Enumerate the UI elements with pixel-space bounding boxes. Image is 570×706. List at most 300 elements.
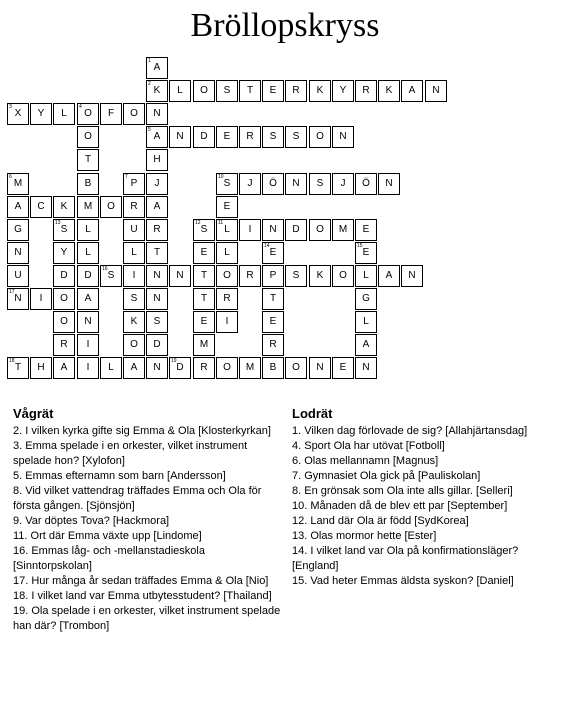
- cell-letter: J: [154, 178, 160, 189]
- clue-number: 10: [218, 174, 224, 180]
- cell-letter: J: [247, 178, 253, 189]
- cell-letter: N: [408, 270, 416, 281]
- cell-letter: D: [60, 270, 68, 281]
- cell-letter: A: [84, 293, 92, 304]
- clue-number: 4: [79, 104, 82, 110]
- grid-cell[interactable]: [7, 173, 29, 195]
- grid-cell[interactable]: [309, 265, 331, 287]
- grid-cell[interactable]: [123, 334, 145, 356]
- grid-cell[interactable]: [193, 265, 215, 287]
- cell-letter: L: [85, 224, 91, 235]
- cell-letter: D: [176, 362, 184, 373]
- across-clue-list: [13, 424, 281, 634]
- down-clue: 10. Månaden då de blev ett par [September]: [292, 500, 508, 512]
- cell-letter: T: [84, 154, 92, 165]
- cell-letter: L: [177, 85, 183, 96]
- cell-letter: R: [269, 339, 277, 350]
- grid-cell[interactable]: [77, 219, 99, 241]
- cell-letter: B: [269, 362, 277, 373]
- cell-letter: S: [316, 178, 324, 189]
- grid-cell[interactable]: [30, 103, 52, 125]
- clue-number: 5: [148, 127, 151, 133]
- cell-letter: E: [362, 224, 370, 235]
- cell-letter: N: [153, 362, 161, 373]
- puzzle-title: Bröllopskryss: [190, 7, 380, 44]
- grid-cell[interactable]: [332, 265, 354, 287]
- down-clue: 8. En grönsak som Ola inte alls gillar. [Selleri]: [292, 485, 513, 497]
- grid-cell[interactable]: [216, 219, 238, 241]
- cell-letter: I: [86, 362, 90, 373]
- across-clue: 5. Emmas efternamn som barn [Andersson]: [13, 470, 226, 482]
- grid-cell[interactable]: [146, 103, 168, 125]
- grid-cell[interactable]: [239, 265, 261, 287]
- grid-cell[interactable]: [355, 334, 377, 356]
- cell-letter: T: [246, 85, 254, 96]
- cell-letter: S: [292, 270, 300, 281]
- grid-cell[interactable]: [262, 219, 284, 241]
- cell-letter: D: [200, 131, 208, 142]
- grid-cell[interactable]: [30, 288, 52, 310]
- cell-letter: T: [269, 293, 277, 304]
- grid-cell[interactable]: [53, 219, 75, 241]
- cell-letter: O: [316, 131, 324, 142]
- grid-cell[interactable]: [262, 334, 284, 356]
- cell-letter: K: [316, 85, 324, 96]
- grid-cell[interactable]: [262, 173, 284, 195]
- grid-cell[interactable]: [53, 288, 75, 310]
- grid-cell[interactable]: [285, 173, 307, 195]
- cell-letter: O: [200, 85, 208, 96]
- grid-cell[interactable]: [262, 242, 284, 264]
- grid-cell[interactable]: [146, 242, 168, 264]
- cell-letter: N: [14, 247, 22, 258]
- cell-letter: U: [130, 224, 138, 235]
- cell-letter: N: [153, 270, 161, 281]
- cell-letter: L: [131, 247, 137, 258]
- grid-cell[interactable]: [332, 357, 354, 379]
- cell-letter: M: [245, 362, 255, 373]
- clue-number: 15: [357, 243, 363, 249]
- cell-letter: S: [292, 131, 300, 142]
- grid-cell[interactable]: [309, 173, 331, 195]
- cell-letter: I: [39, 293, 43, 304]
- down-clue: 13. Olas mormor hette [Ester]: [292, 530, 437, 542]
- grid-cell[interactable]: [123, 173, 145, 195]
- grid-cell[interactable]: [7, 265, 29, 287]
- cell-letter: A: [130, 362, 138, 373]
- grid-cell[interactable]: [355, 265, 377, 287]
- grid-cell[interactable]: [378, 173, 400, 195]
- cell-letter: D: [153, 339, 161, 350]
- grid-cell[interactable]: [77, 265, 99, 287]
- across-clue: 8. Vid vilket vattendrag träffades Emma och Ola för första gången. [Sjönsjön]: [13, 485, 262, 512]
- clue-number: 14: [264, 243, 270, 249]
- cell-letter: P: [269, 270, 277, 281]
- cell-letter: A: [153, 131, 161, 142]
- cell-letter: U: [14, 270, 22, 281]
- clue-number: 3: [9, 104, 12, 110]
- grid-cell[interactable]: [193, 357, 215, 379]
- across-clue: 3. Emma spelade i en orkester, vilket instrument spelade hon? [Xylofon]: [13, 440, 248, 467]
- cell-letter: C: [37, 201, 45, 212]
- cell-letter: T: [14, 362, 22, 373]
- cell-letter: I: [225, 316, 229, 327]
- grid-cell[interactable]: [355, 219, 377, 241]
- down-clue: 12. Land där Ola är född [SydKorea]: [292, 515, 469, 527]
- cell-letter: Y: [339, 85, 347, 96]
- cell-letter: S: [269, 131, 277, 142]
- grid-cell[interactable]: [146, 288, 168, 310]
- cell-letter: R: [153, 224, 161, 235]
- cell-letter: X: [14, 108, 22, 119]
- cell-letter: N: [432, 85, 440, 96]
- grid-cell[interactable]: [309, 357, 331, 379]
- cell-letter: R: [292, 85, 300, 96]
- cell-letter: O: [84, 131, 92, 142]
- grid-cell[interactable]: [285, 357, 307, 379]
- cell-letter: K: [385, 85, 393, 96]
- grid-cell[interactable]: [77, 311, 99, 333]
- cell-letter: Ö: [362, 178, 370, 189]
- grid-cell[interactable]: [262, 126, 284, 148]
- grid-cell[interactable]: [169, 265, 191, 287]
- grid-cell[interactable]: [7, 196, 29, 218]
- down-clue-list: [292, 424, 562, 589]
- grid-cell[interactable]: [193, 80, 215, 102]
- clue-number: 19: [171, 358, 177, 364]
- grid-cell[interactable]: [7, 103, 29, 125]
- grid-cell[interactable]: [53, 265, 75, 287]
- cell-letter: E: [200, 316, 208, 327]
- grid-cell[interactable]: [53, 196, 75, 218]
- grid-cell[interactable]: [355, 242, 377, 264]
- cell-letter: R: [200, 362, 208, 373]
- grid-cell[interactable]: [53, 103, 75, 125]
- across-clue: 2. I vilken kyrka gifte sig Emma & Ola [Klosterkyrkan]: [13, 425, 271, 437]
- cell-letter: J: [340, 178, 346, 189]
- cell-letter: I: [248, 224, 252, 235]
- cell-letter: E: [339, 362, 347, 373]
- cell-letter: T: [200, 293, 208, 304]
- grid-cell[interactable]: [146, 311, 168, 333]
- cell-letter: L: [363, 316, 369, 327]
- cell-letter: D: [292, 224, 300, 235]
- grid-cell[interactable]: [332, 80, 354, 102]
- grid-cell[interactable]: [123, 196, 145, 218]
- cell-letter: N: [84, 316, 92, 327]
- across-clues: [13, 406, 281, 634]
- grid-cell[interactable]: [285, 80, 307, 102]
- grid-cell[interactable]: [239, 80, 261, 102]
- grid-cell[interactable]: [100, 357, 122, 379]
- cell-letter: B: [84, 178, 92, 189]
- cell-letter: O: [60, 293, 68, 304]
- grid-cell[interactable]: [146, 149, 168, 171]
- across-clue: 19. Ola spelade i en orkester, vilket instrument spelade han där? [Trombon]: [13, 605, 281, 632]
- grid-cell[interactable]: [262, 265, 284, 287]
- cell-letter: R: [223, 293, 231, 304]
- cell-letter: S: [60, 224, 68, 235]
- cell-letter: O: [60, 316, 68, 327]
- grid-cell[interactable]: [7, 219, 29, 241]
- grid-cell[interactable]: [77, 357, 99, 379]
- grid-cell[interactable]: [193, 126, 215, 148]
- cell-letter: T: [200, 270, 208, 281]
- cell-letter: N: [316, 362, 324, 373]
- grid-cell[interactable]: [146, 219, 168, 241]
- grid-cell[interactable]: [193, 219, 215, 241]
- grid-cell[interactable]: [123, 357, 145, 379]
- clue-number: 18: [9, 358, 15, 364]
- cell-letter: K: [153, 85, 161, 96]
- grid-cell[interactable]: [355, 288, 377, 310]
- grid-cell[interactable]: [355, 80, 377, 102]
- grid-cell[interactable]: [53, 311, 75, 333]
- cell-letter: N: [14, 293, 22, 304]
- grid-cell[interactable]: [77, 334, 99, 356]
- down-clue: 4. Sport Ola har utövat [Fotboll]: [292, 440, 445, 452]
- cell-letter: E: [269, 316, 277, 327]
- grid-cell[interactable]: [77, 196, 99, 218]
- cell-letter: N: [176, 270, 184, 281]
- cell-letter: O: [84, 108, 92, 119]
- grid-cell[interactable]: [216, 126, 238, 148]
- across-clue: 9. Var döptes Tova? [Hackmora]: [13, 515, 170, 527]
- grid-cell[interactable]: [239, 357, 261, 379]
- grid-cell[interactable]: [146, 357, 168, 379]
- cell-letter: L: [224, 247, 230, 258]
- grid-cell[interactable]: [146, 173, 168, 195]
- grid-cell[interactable]: [216, 80, 238, 102]
- grid-cell[interactable]: [53, 334, 75, 356]
- cell-letter: S: [153, 316, 161, 327]
- cell-letter: N: [153, 108, 161, 119]
- grid-cell[interactable]: [216, 357, 238, 379]
- clue-number: 6: [9, 174, 12, 180]
- grid-cell[interactable]: [285, 265, 307, 287]
- grid-cell[interactable]: [7, 242, 29, 264]
- grid-cell[interactable]: [169, 80, 191, 102]
- grid-cell[interactable]: [378, 265, 400, 287]
- cell-letter: K: [130, 316, 138, 327]
- cell-letter: L: [85, 247, 91, 258]
- cell-letter: R: [60, 339, 68, 350]
- grid-cell[interactable]: [216, 173, 238, 195]
- clue-number: 7: [125, 174, 128, 180]
- cell-letter: M: [199, 339, 209, 350]
- grid-cell[interactable]: [425, 80, 447, 102]
- cell-letter: F: [107, 108, 115, 119]
- grid-cell[interactable]: [146, 80, 168, 102]
- cell-letter: N: [153, 293, 161, 304]
- cell-letter: T: [153, 247, 161, 258]
- grid-cell[interactable]: [239, 173, 261, 195]
- grid-cell[interactable]: [239, 219, 261, 241]
- cell-letter: E: [362, 247, 370, 258]
- grid-cell[interactable]: [77, 173, 99, 195]
- grid-cell[interactable]: [146, 265, 168, 287]
- grid-cell[interactable]: [169, 357, 191, 379]
- grid-cell[interactable]: [123, 265, 145, 287]
- grid-cell[interactable]: [355, 311, 377, 333]
- cell-letter: M: [13, 178, 23, 189]
- grid-cell[interactable]: [123, 103, 145, 125]
- cell-letter: O: [292, 362, 300, 373]
- cell-letter: S: [130, 293, 138, 304]
- grid-cell[interactable]: [193, 311, 215, 333]
- cell-letter: O: [107, 201, 115, 212]
- grid-cell[interactable]: [123, 242, 145, 264]
- across-clue: 11. Ort där Emma växte upp [Lindome]: [13, 530, 202, 542]
- cell-letter: R: [362, 85, 370, 96]
- grid-cell[interactable]: [146, 126, 168, 148]
- grid-cell[interactable]: [309, 80, 331, 102]
- cell-letter: M: [338, 224, 348, 235]
- grid-cell[interactable]: [355, 173, 377, 195]
- cell-letter: S: [107, 270, 115, 281]
- grid-cell[interactable]: [77, 103, 99, 125]
- grid-cell[interactable]: [332, 219, 354, 241]
- cell-letter: O: [316, 224, 324, 235]
- grid-cell[interactable]: [77, 149, 99, 171]
- grid-cell[interactable]: [100, 265, 122, 287]
- down-clue: 6. Olas mellannamn [Magnus]: [292, 455, 439, 467]
- grid-cell[interactable]: [146, 196, 168, 218]
- clue-number: 17: [9, 289, 15, 295]
- cell-letter: D: [84, 270, 92, 281]
- cell-letter: Y: [37, 108, 45, 119]
- clue-number: 13: [55, 220, 61, 226]
- cell-letter: O: [339, 270, 347, 281]
- cell-letter: A: [14, 201, 22, 212]
- clue-number: 2: [148, 81, 151, 87]
- cell-letter: K: [60, 201, 68, 212]
- grid-cell[interactable]: [378, 80, 400, 102]
- across-clue: 18. I vilket land var Emma utbytesstudent? [Thailand]: [13, 590, 272, 602]
- grid-cell[interactable]: [332, 173, 354, 195]
- grid-cell[interactable]: [193, 288, 215, 310]
- down-clue: 1. Vilken dag förlovade de sig? [Allahjärtansdag]: [292, 425, 528, 437]
- cell-letter: Ö: [269, 178, 277, 189]
- grid-cell[interactable]: [309, 219, 331, 241]
- grid-cell[interactable]: [401, 265, 423, 287]
- cell-letter: N: [292, 178, 300, 189]
- grid-cell[interactable]: [53, 357, 75, 379]
- cell-letter: I: [86, 339, 90, 350]
- grid-cell[interactable]: [285, 126, 307, 148]
- cell-letter: N: [385, 178, 393, 189]
- cell-letter: O: [223, 362, 231, 373]
- cell-letter: H: [153, 154, 161, 165]
- clue-number: 16: [102, 266, 108, 272]
- clue-number: 11: [218, 220, 224, 226]
- grid-cell[interactable]: [30, 196, 52, 218]
- down-clue: 14. I vilket land var Ola på konfirmationsläger? [England]: [292, 545, 519, 572]
- cell-letter: N: [176, 131, 184, 142]
- grid-cell[interactable]: [216, 242, 238, 264]
- cell-letter: A: [408, 85, 416, 96]
- grid-cell[interactable]: [100, 196, 122, 218]
- grid-cell[interactable]: [123, 311, 145, 333]
- grid-cell[interactable]: [77, 126, 99, 148]
- cell-letter: G: [14, 224, 22, 235]
- cell-letter: O: [223, 270, 231, 281]
- grid-cell[interactable]: [262, 311, 284, 333]
- down-clue: 7. Gymnasiet Ola gick på [Pauliskolan]: [292, 470, 481, 482]
- grid-cell[interactable]: [262, 357, 284, 379]
- cell-letter: L: [224, 224, 230, 235]
- cell-letter: O: [130, 339, 138, 350]
- cell-letter: N: [339, 131, 347, 142]
- grid-cell[interactable]: [146, 334, 168, 356]
- cell-letter: N: [362, 362, 370, 373]
- grid-cell[interactable]: [7, 357, 29, 379]
- clue-number: 1: [148, 58, 151, 64]
- grid-cell[interactable]: [123, 219, 145, 241]
- grid-cell[interactable]: [216, 288, 238, 310]
- grid-cell[interactable]: [216, 311, 238, 333]
- grid-cell[interactable]: [216, 196, 238, 218]
- down-clue: 15. Vad heter Emmas äldsta syskon? [Daniel]: [292, 575, 514, 587]
- cell-letter: R: [246, 131, 254, 142]
- across-heading: Vågrät: [13, 406, 54, 421]
- cell-letter: A: [60, 362, 68, 373]
- grid-cell[interactable]: [262, 80, 284, 102]
- cell-letter: S: [223, 85, 231, 96]
- cell-letter: L: [61, 108, 67, 119]
- cell-letter: Y: [60, 247, 68, 258]
- grid-cell[interactable]: [193, 242, 215, 264]
- grid-cell[interactable]: [77, 242, 99, 264]
- grid-cell[interactable]: [53, 242, 75, 264]
- cell-letter: A: [153, 62, 161, 73]
- down-clues: [292, 406, 562, 589]
- cell-letter: L: [108, 362, 114, 373]
- grid-cell[interactable]: [30, 357, 52, 379]
- grid-cell[interactable]: [123, 288, 145, 310]
- cell-letter: A: [362, 339, 370, 350]
- grid-cell[interactable]: [262, 288, 284, 310]
- clue-number: 12: [195, 220, 201, 226]
- grid-cell[interactable]: [239, 126, 261, 148]
- grid-cell[interactable]: [193, 334, 215, 356]
- cell-letter: E: [223, 131, 231, 142]
- cell-letter: O: [130, 108, 138, 119]
- cell-letter: M: [83, 201, 93, 212]
- grid-cell[interactable]: [309, 126, 331, 148]
- grid-cell[interactable]: [332, 126, 354, 148]
- grid-cell[interactable]: [77, 288, 99, 310]
- cell-letter: E: [269, 247, 277, 258]
- grid-cell[interactable]: [146, 57, 168, 79]
- cell-letter: A: [153, 201, 161, 212]
- grid-cell[interactable]: [285, 219, 307, 241]
- grid-cell[interactable]: [216, 265, 238, 287]
- grid-cell[interactable]: [355, 357, 377, 379]
- grid-cell[interactable]: [100, 103, 122, 125]
- cell-letter: K: [316, 270, 324, 281]
- down-heading: Lodrät: [292, 406, 333, 421]
- cell-letter: N: [269, 224, 277, 235]
- grid-cell[interactable]: [169, 126, 191, 148]
- across-clue: 17. Hur många år sedan träffades Emma & Ola [Nio]: [13, 575, 269, 587]
- cell-letter: L: [363, 270, 369, 281]
- cell-letter: R: [246, 270, 254, 281]
- cell-letter: G: [362, 293, 370, 304]
- grid-cell[interactable]: [401, 80, 423, 102]
- across-clue: 16. Emmas låg- och -mellanstadieskola [Sinntorpskolan]: [13, 545, 205, 572]
- grid-cell[interactable]: [7, 288, 29, 310]
